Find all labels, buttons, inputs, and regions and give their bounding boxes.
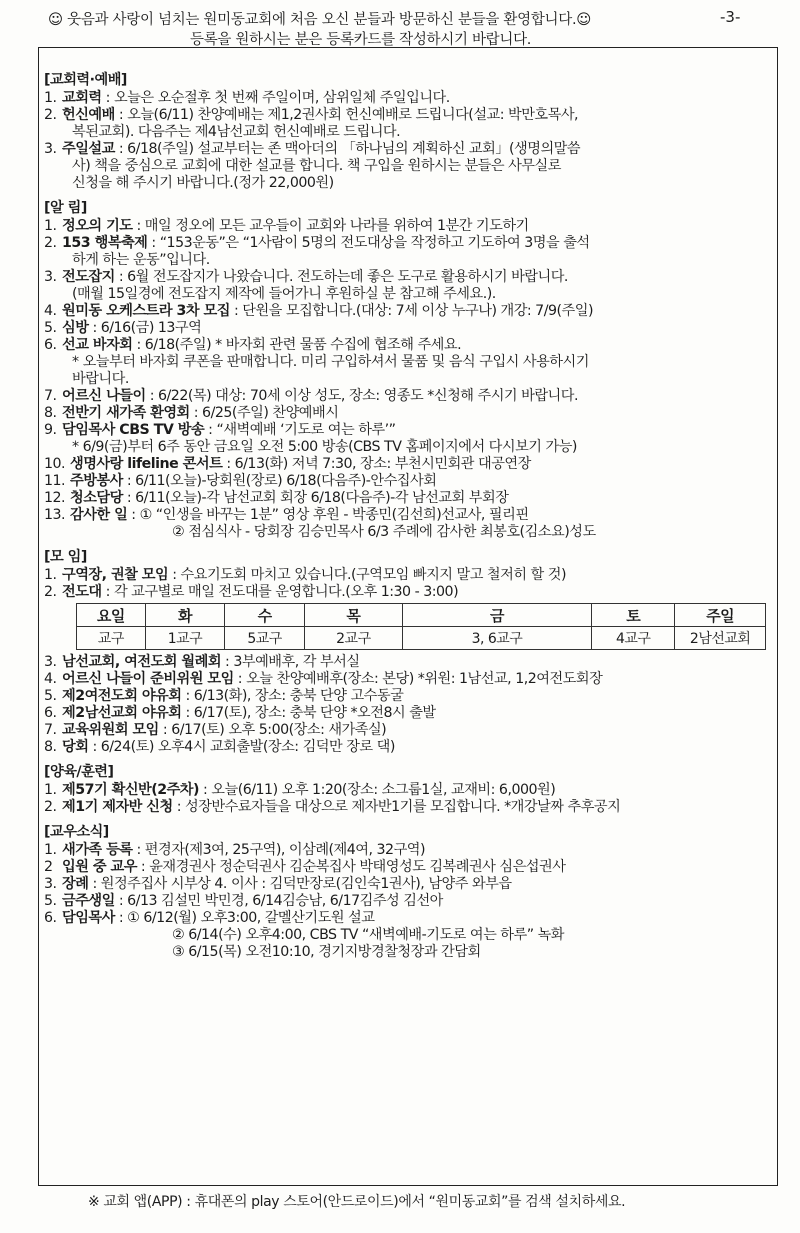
list-item [44, 654, 766, 671]
item-number: 2. [44, 799, 57, 815]
list-item [44, 337, 766, 354]
meetings-section [44, 547, 766, 756]
item-keyword: 전도대 [62, 584, 102, 600]
table-cell: 4교구 [592, 627, 675, 650]
list-item [44, 456, 766, 473]
item-text: : 6월 전도잡지가 나왔습니다. 전도하는데 좋은 도구로 활용하시기 바랍니다. [114, 269, 568, 285]
table-row [77, 627, 766, 650]
item-continuation: ③ 6/15(목) 오전10:10, 경기지방경찰청장과 간담회 [172, 944, 481, 960]
item-text: : “새벽예배 ‘기도로 여는 하루’” [204, 422, 396, 438]
item-text: : 6/13(화) 저녁 7:30, 장소: 부천시민회관 대공연장 [222, 456, 531, 472]
item-keyword: 장례 [62, 876, 89, 892]
list-item [44, 405, 766, 422]
item-keyword: 제2여전도회 야유회 [62, 688, 182, 704]
item-keyword: 남선교회, 여전도회 월례회 [62, 654, 222, 670]
item-text: : 6/16(금) 13구역 [88, 320, 202, 336]
item-text: : 오늘 찬양예배후(장소: 본당) *위원: 1남선교, 1,2여전도회장 [233, 671, 603, 687]
item-text: : 각 교구별로 매일 전도대를 운영합니다.(오후 1:30 - 3:00) [101, 584, 459, 600]
section-title: [교우소식] [44, 824, 109, 840]
evangelism-schedule-table [76, 603, 766, 650]
item-text: : ① “인생을 바꾸는 1분” 영상 후원 - 박종민(김선희)선교사, 필리핀 [127, 507, 529, 523]
members-section [44, 822, 766, 961]
list-item [44, 218, 766, 235]
table-header-row [77, 604, 766, 627]
item-keyword: 전도잡지 [62, 269, 115, 285]
item-number: 5. [44, 688, 57, 704]
welcome-line: ☺ 웃음과 사랑이 넘치는 원미동교회에 처음 오신 분들과 방문하신 분들을 환영합니다.☺ [48, 12, 592, 28]
table-header-cell: 수 [225, 604, 305, 627]
item-keyword: 어르신 나들이 준비위원 모임 [62, 671, 234, 687]
item-keyword: 제57기 확신반(2주차) [62, 782, 199, 798]
item-number: 6. [44, 337, 57, 353]
table-header-cell: 화 [145, 604, 225, 627]
item-number: 1. [44, 842, 57, 858]
registration-line: 등록을 원하시는 분은 등록카드를 작성하시기 바랍니다. [190, 32, 532, 48]
item-text: : 6/17(토), 장소: 충북 단양 *오전8시 출발 [181, 705, 436, 721]
item-number: 1. [44, 218, 57, 234]
item-keyword: 생명사랑 lifeline 콘서트 [70, 456, 223, 472]
table-cell: 2남선교회 [675, 627, 766, 650]
item-number: 8. [44, 405, 57, 421]
item-keyword: 감사한 일 [70, 507, 128, 523]
item-continuation: * 6/9(금)부터 6주 동안 금요일 오전 5:00 방송(CBS TV 홈페이지에서 다시보기 가능) [72, 439, 577, 455]
table-header-cell: 요일 [77, 604, 146, 627]
table-header-cell: 토 [592, 604, 675, 627]
item-keyword: 정오의 기도 [62, 218, 133, 234]
list-item [44, 473, 766, 490]
item-keyword: 교회력 [62, 90, 102, 106]
item-continuation: ② 점심식사 - 당회장 김승민목사 6/3 주례에 감사한 최봉호(김소요)성도 [172, 524, 596, 540]
item-number: 7. [44, 722, 57, 738]
item-text: : 오늘(6/11) 찬양예배는 제1,2권사회 헌신예배로 드립니다(설교: 박만호목사, [114, 107, 579, 123]
item-keyword: 주일설교 [62, 141, 115, 157]
item-keyword: 담임목사 [62, 910, 115, 926]
item-continuation: 사) 책을 중심으로 교회에 대한 설교를 합니다. 책 구입을 원하시는 분들은 사무실로 [72, 158, 561, 174]
section-title: [교회력·예배] [44, 72, 127, 88]
item-text: : 수요기도회 마치고 있습니다.(구역모임 빠지지 말고 철저히 할 것) [168, 567, 567, 583]
item-number: 11. [44, 473, 66, 489]
table-header-cell: 목 [304, 604, 402, 627]
table-header-cell: 주일 [675, 604, 766, 627]
section-title: [양육/훈련] [44, 764, 114, 780]
notices-section [44, 198, 766, 541]
worship-section [44, 70, 766, 192]
item-text: : 매일 정오에 모든 교우들이 교회와 나라를 위하여 1분간 기도하기 [132, 218, 529, 234]
item-number: 1. [44, 567, 57, 583]
item-continuation: 복된교회). 다음주는 제4남선교회 헌신예배로 드립니다. [72, 124, 401, 140]
item-keyword: 헌신예배 [62, 107, 115, 123]
item-text: : ① 6/12(월) 오후3:00, 갈멜산기도원 설교 [114, 910, 375, 926]
item-number: 3. [44, 269, 57, 285]
list-item [44, 235, 766, 252]
bulletin-content [44, 64, 766, 961]
item-text: : 윤재경권사 정순덕권사 김순복집사 박태영성도 김복례권사 심은섭권사 [136, 859, 566, 875]
item-text: : 6/17(토) 오후 5:00(장소: 새가족실) [158, 722, 387, 738]
item-keyword: 당회 [62, 739, 89, 755]
item-keyword: 제1기 제자반 신청 [62, 799, 173, 815]
table-cell: 2교구 [304, 627, 402, 650]
item-text: : 3부예배후, 각 부서실 [221, 654, 360, 670]
list-item [44, 388, 766, 405]
item-text: : 6/18(주일) * 바자회 관련 물품 수집에 협조해 주세요. [132, 337, 462, 353]
item-continuation: 신청을 해 주시기 바랍니다.(정가 22,000원) [72, 175, 334, 191]
item-keyword: 심방 [62, 320, 89, 336]
item-keyword: 금주생일 [62, 893, 115, 909]
table-cell: 1교구 [145, 627, 225, 650]
item-text: : 6/13 김설민 박민경, 6/14김승남, 6/17김주성 김선아 [114, 893, 443, 909]
item-text: : 6/13(화), 장소: 충북 단양 고수동굴 [181, 688, 404, 704]
item-text: : 오늘은 오순절후 첫 번째 주일이며, 삼위일체 주일입니다. [101, 90, 450, 106]
item-keyword: 입원 중 교우 [62, 859, 137, 875]
item-keyword: 어르신 나들이 [62, 388, 146, 404]
item-number: 2 [44, 859, 53, 875]
table-cell: 3, 6교구 [402, 627, 591, 650]
item-keyword: 제2남선교회 야유회 [62, 705, 182, 721]
list-item [44, 842, 766, 859]
table-header-cell: 금 [402, 604, 591, 627]
item-number: 6. [44, 705, 57, 721]
item-number: 1. [44, 90, 57, 106]
item-continuation: (매월 15일경에 전도잡지 제작에 들어가니 후원하실 분 참고해 주세요.). [72, 286, 496, 302]
item-number: 6. [44, 910, 57, 926]
list-item [44, 705, 766, 722]
list-item [44, 90, 766, 107]
item-keyword: 구역장, 권찰 모임 [62, 567, 169, 583]
item-continuation: 바랍니다. [72, 371, 129, 387]
item-number: 13. [44, 507, 66, 523]
item-text: : 성장반수료자들을 대상으로 제자반1기를 모집합니다. *개강날짜 추후공지 [172, 799, 621, 815]
item-text: : 오늘(6/11) 오후 1:20(장소: 소그룹1실, 교재비: 6,000원) [198, 782, 556, 798]
section-title: [모 임] [44, 549, 87, 565]
list-item [44, 782, 766, 799]
item-number: 5. [44, 893, 57, 909]
list-item [44, 567, 766, 584]
table-cell: 교구 [77, 627, 146, 650]
list-item [44, 269, 766, 286]
list-item [44, 722, 766, 739]
training-section [44, 762, 766, 816]
list-item [44, 320, 766, 337]
list-item [44, 739, 766, 756]
item-number: 2. [44, 235, 57, 251]
item-text: : 6/18(주일) 설교부터는 존 맥아더의 「하나님의 계획하신 교회」(생명의말씀 [114, 141, 581, 157]
list-item [44, 141, 766, 158]
item-continuation: * 오늘부터 바자회 쿠폰을 판매합니다. 미리 구입하셔서 물품 및 음식 구입시 사용하시기 [72, 354, 589, 370]
item-keyword: 새가족 등록 [62, 842, 133, 858]
item-number: 8. [44, 739, 57, 755]
item-number: 1. [44, 782, 57, 798]
list-item [44, 799, 766, 816]
item-text: : 단원을 모집합니다.(대상: 7세 이상 누구나) 개강: 7/9(주일) [229, 303, 594, 319]
item-number: 2. [44, 107, 57, 123]
item-text: : 6/11(오늘)-당회원(장로) 6/18(다음주)-안수집사회 [122, 473, 437, 489]
item-keyword: 담임목사 CBS TV 방송 [62, 422, 205, 438]
item-number: 4. [44, 303, 57, 319]
item-number: 2. [44, 584, 57, 600]
list-item [44, 859, 766, 876]
item-number: 12. [44, 490, 66, 506]
item-number: 3. [44, 141, 57, 157]
item-number: 3. [44, 654, 57, 670]
item-text: : 원정주집사 시부상 4. 이사 : 김덕만장로(김인숙1권사), 남양주 와부읍 [88, 876, 512, 892]
list-item [44, 490, 766, 507]
item-number: 9. [44, 422, 57, 438]
item-keyword: 원미동 오케스트라 3차 모집 [62, 303, 230, 319]
item-text: : “153운동”은 “1사람이 5명의 전도대상을 작정하고 기도하여 3명을 출석 [147, 235, 590, 251]
item-text: : 6/11(오늘)-각 남선교회 회장 6/18(다음주)-각 남선교회 부회장 [122, 490, 509, 506]
item-number: 5. [44, 320, 57, 336]
item-keyword: 전반기 새가족 환영회 [62, 405, 190, 421]
item-number: 4. [44, 671, 57, 687]
list-item [44, 303, 766, 320]
item-continuation: 하게 하는 운동”입니다. [72, 252, 210, 268]
list-item [44, 671, 766, 688]
page-number: -3- [720, 8, 741, 26]
item-text: : 6/24(토) 오후4시 교회출발(장소: 김덕만 장로 댁) [88, 739, 395, 755]
list-item [44, 910, 766, 927]
item-keyword: 주방봉사 [70, 473, 123, 489]
item-keyword: 교육위원회 모임 [62, 722, 159, 738]
item-keyword: 선교 바자회 [62, 337, 133, 353]
app-notice: ※ 교회 앱(APP) : 휴대폰의 play 스토어(안드로이드)에서 “원미동교회”를 검색 설치하세요. [88, 1194, 626, 1210]
item-keyword: 청소담당 [70, 490, 123, 506]
list-item [44, 507, 766, 524]
list-item [44, 893, 766, 910]
item-keyword: 153 행복축제 [62, 235, 148, 251]
item-number: 10. [44, 456, 66, 472]
item-number: 3. [44, 876, 57, 892]
item-continuation: ② 6/14(수) 오후4:00, CBS TV “새벽예배-기도로 여는 하루” 녹화 [172, 927, 564, 943]
item-text: : 6/25(주일) 찬양예배시 [189, 405, 339, 421]
list-item [44, 422, 766, 439]
table-cell: 5교구 [225, 627, 305, 650]
list-item [44, 688, 766, 705]
item-text: : 편경자(제3여, 25구역), 이삼례(제4여, 32구역) [132, 842, 426, 858]
list-item [44, 107, 766, 124]
item-number: 7. [44, 388, 57, 404]
list-item [44, 584, 766, 601]
section-title: [알 림] [44, 200, 87, 216]
item-text: : 6/22(목) 대상: 70세 이상 성도, 장소: 영종도 *신청해 주시기 바랍니다. [145, 388, 578, 404]
list-item [44, 876, 766, 893]
